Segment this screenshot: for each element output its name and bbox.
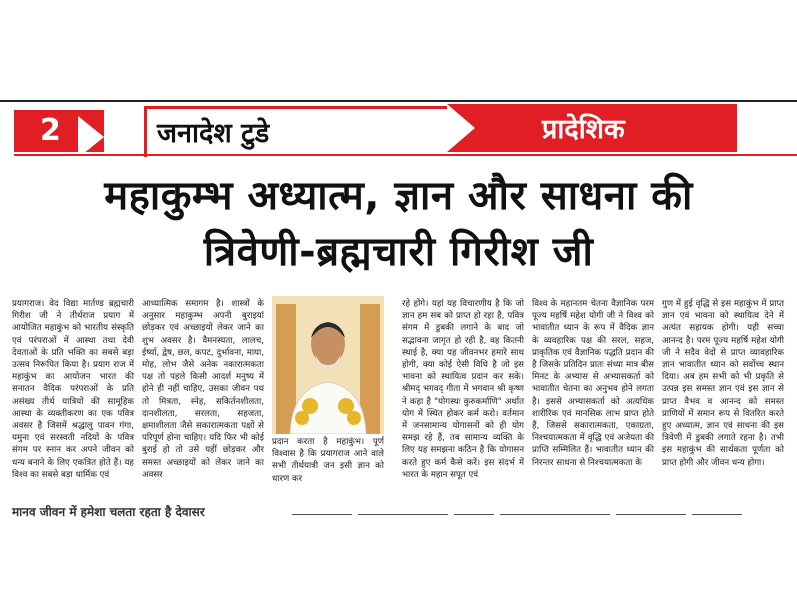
- next-article-fragment: मानव जीवन में हमेशा चलता रहता है देवासर: [12, 505, 205, 519]
- section-label: प्रादेशिक: [542, 114, 625, 145]
- column-text: प्रयागराज। वेद विद्या मार्तण्ड ब्रह्मचारी गिरीश जी ने तीर्थराज प्रयाग में आयोजित महाकुंभ को भारतीय संस्कृति एवं परंपराओं में आस्था तथा देवी देवताओं के प्रति भक्ति का सबसे बड़ा उत्सव निरूपित किया है। प्रयाग राज में महाकुंभ का आयोजन भारत की सनातन वैदिक परंपराओं के प्रति असंख्य तीर्थ यात्रियों की सामूहिक आस्था के व्यक्तीकरण का एक पवित्र अवसर है जिसमें श्रद्धालु पावन गंगा, यमुना एवं सरस्वती नदियों के पवित्र संगम पर स्नान कर अपने जीवन को धन्य बनाने के लिए एकत्रित होते हैं। यह विश्व का सबसे बड़ा धार्मिक एवं: [12, 299, 134, 480]
- cut-off-headline-strip: [292, 505, 772, 515]
- page-number-box: [14, 110, 104, 152]
- column-text: प्रदान करता है महाकुंभ। पूर्ण विश्वास है कि प्रयागराज आने वाले सभी तीर्थयात्री जन इसी ज्ञान को धारण कर: [272, 437, 384, 484]
- section-box: [447, 104, 737, 152]
- article-column-5: [532, 298, 654, 469]
- article-column-4: [402, 298, 524, 481]
- portrait-illustration: [272, 296, 384, 434]
- column-text: गुण में हुई वृद्धि से इस महाकुंभ में प्राप्त ज्ञान एवं भावना को स्थायित्व देने में अत्यंत सहायक होगी। यही सच्चा आनन्द है। परम पूज्य महर्षि महेश योगी जी ने सदैव वेदों से प्राप्त व्यावहारिक ज्ञान भावातीत ध्यान को सर्वोच्च स्थान दिया। अब हम सभी को भी प्रकृति से उत्पन्न इस समस्त ज्ञान एवं इस ज्ञान से प्राप्त वैभव व आनन्द को समस्त प्राणियों में समान रूप से वितरित करते हुए अध्यात्म, ज्ञान एवं साधना की इस त्रिवेणी में डुबकी लगाते रहना है। तभी इस महाकुंभ की सार्थकता पूर्णता को प्राप्त होगी और जीवन धन्य होगा।: [662, 299, 784, 468]
- column-text: रहे होंगे। यहां यह विचारणीय है कि जो ज्ञान हम सब को प्राप्त हो रहा है, पवित्र संगम में डुबकी लगाने के बाद जो सद्भावना जागृत हो रही है, वह कितनी स्थाई है, क्या यह जीवनभर हमारे साथ होगी, क्या कोई ऐसी विधि है जो इस भावना को स्थायित्व प्रदान कर सके। श्रीमद् भगवद् गीता में भगवान श्री कृष्ण ने कहा है "योगस्थः कुरुकर्माणि" अर्थात योग में स्थित होकर कर्म करो। वर्तमान में जनसामान्य योगासनों को ही योग समझ रहे हैं, तब सामान्य व्यक्ति के लिए यह समझना कठिन है कि योगासन करते हुए कर्म कैसे करें। इस संदर्भ में भारत के महान सपूत एवं: [402, 299, 524, 480]
- page-number-notch: [78, 116, 104, 158]
- column-text: आध्यात्मिक समागम है। शास्त्रों के अनुसार महाकुम्भ अपनी बुराइयां छोड़कर एवं अच्छाइयों लेकर जाने का शुभ अवसर है। वैमनस्यता, लालच, ईर्ष्या, द्वेष, छल, कपट, दुर्भावना, माया, मोह, लोभ जैसे अनेक नकारात्मकता पक्ष तो पहले किसी आदर्श मनुष्य में होने ही नहीं चाहिए, उसका जीवन पथ तो मित्रता, स्नेह, सकिर्तनशीलता, दानशीलता, सरलता, सहजता, क्षमाशीलता जैसे सकारात्मकता पक्षों से परिपूर्ण होना चाहिए। यदि फिर भी कोई बुराई हो तो उसे यहीं छोड़कर और समस्त अच्छाइयों को लेकर जाने का अवसर: [142, 299, 264, 480]
- headline-line-2: त्रिवेणी-ब्रह्मचारी गिरीश जी: [203, 229, 594, 275]
- section-notch: [447, 104, 475, 152]
- headline: [0, 168, 797, 280]
- newspaper-brand: जनादेश टुडे: [157, 118, 270, 149]
- article-column-2: [142, 298, 264, 481]
- portrait-photo: [272, 296, 384, 434]
- page-number: 2: [40, 113, 61, 148]
- article-column-6: [662, 298, 784, 469]
- page-header: [14, 104, 797, 156]
- header-rule: [14, 154, 797, 156]
- column-text: विश्व के महानतम चेतना वैज्ञानिक परम पूज्य महर्षि महेश योगी जी ने विश्व को भावातीत ध्यान के रूप में वैदिक ज्ञान के व्यवहारिक पक्ष की सरल, सहज, प्राकृतिक एवं वैज्ञानिक पद्धति प्रदान की है जिसके प्रतिदिन प्रातः संध्या मात्र बीस मिनट के अभ्यास से अभ्यासकर्ता को भावातीत चेतना का अनुभव होने लगता है। इससे अभ्यासकर्ता को अत्यधिक शारीरिक एवं मानसिक लाभ प्राप्त होते हैं, जिससे सकारात्मकता, एकाग्रता, निश्चयात्मकता में वृद्धि एवं अजेयता की प्राप्ति सम्मिलित हैं। भावातीत ध्यान की निरन्तर साधना से निश्चयात्मकता के: [532, 299, 654, 468]
- brand-frame: [144, 106, 452, 157]
- article-column-1: [12, 298, 134, 481]
- headline-line-1: महाकुम्भ अध्यात्म, ज्ञान और साधना की: [104, 173, 693, 219]
- article-column-3: [272, 436, 384, 485]
- top-rule: [0, 100, 797, 102]
